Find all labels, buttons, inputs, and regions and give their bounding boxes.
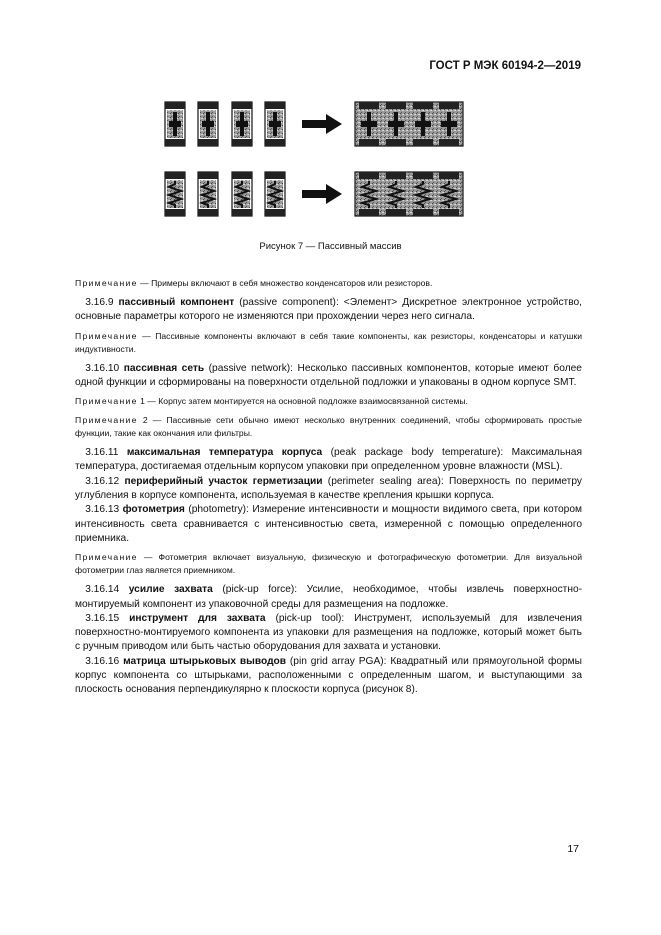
term-entry: 3.16.10 пассивная сеть (passive network): Несколько пассивных компонентов, которые имеют более одной функции и сформированы на поверхности отдельной подложки и упакованы в одном корпусе SMT. [75,362,582,388]
term-entry: 3.16.9 пассивный компонент (passive component): <Элемент> Дискретное электронное устройство, основные параметры которого не изменяются при прохождении через него сигнала. [75,297,583,323]
resistor-chip-1 [165,172,185,216]
figure-caption: Рисунок 7 — Пассивный массив [259,241,402,252]
term-entry: 3.16.12 периферийный участок герметизации (perimeter sealing area): Поверхность по периметру углубления в корпусе компонента, используемая в качестве крепления крышки корпуса. [75,475,582,502]
term-entry: 3.16.13 фотометрия (photometry): Измерение интенсивности и мощности видимого света, при котором интенсивность света сравнивается с интенсивностью света, измеренной с помощью определенного приемника. [75,504,582,544]
resistor-chip-2 [198,172,218,216]
arrow-icon [302,114,342,134]
term-entry: 3.16.16 матрица штырьковых выводов (pin grid array PGA): Квадратный или прямоугольной формы корпус компонента со штырьками, расположенными с определенным шагом, и выступающими за плоскость основания перпендикулярно к плоскости корпуса (рисунок 8). [75,655,582,696]
note: Примечание 2 — Пассивные сети обычно имеют несколько внутренних соединений, чтобы сформировать простые функции, такие как окончания или фильтры. [75,415,582,439]
capacitor-chip-4 [265,102,285,146]
capacitor-chip-1 [165,102,185,146]
resistor-chip-3 [232,172,252,216]
term-entry: 3.16.14 усилие захвата (pick-up force): Усилие, необходимое, чтобы извлечь поверхностно-монтируемый компонент из упаковочной среды для размещения на подложке. [75,584,583,610]
resistor-chip-4 [265,172,285,216]
resistor-array [355,172,463,216]
note: Примечание — Пассивные компоненты включают в себя такие компоненты, как резисторы, конденсаторы и катушки индуктивности. [75,330,582,354]
capacitor-array [355,102,463,146]
note: Примечание — Примеры включают в себя множество конденсаторов или резисторов. [75,278,433,288]
term-entry: 3.16.11 максимальная температура корпуса (peak package body temperature): Максимальная температура, достигаемая отдельным корпусом упаковки при определенном уровне влажности (MSL). [75,447,582,473]
note: Примечание — Фотометрия включает визуальную, физическую и фотографическую фотометрии. Для визуальной фотометрии глаз является приемником. [75,552,582,576]
arrow-icon [302,184,342,204]
note: Примечание 1 — Корпус затем монтируется на основной подложке взаимосвязанной системы. [75,396,468,407]
document-body [75,272,582,703]
term-entry: 3.16.15 инструмент для захвата (pick-up tool): Инструмент, используемый для извлечения поверхностно-монтируемого компонента из упаковки для размещения на подложке, который может быть с ручным приводом или быть частью оборудования для захвата и установки. [75,612,582,653]
passive-array-figure [160,98,475,228]
capacitor-chip-3 [232,102,252,146]
capacitor-chip-2 [198,102,218,146]
page-number: 17 [567,843,579,855]
document-header: ГОСТ Р МЭК 60194-2—2019 [429,60,581,72]
